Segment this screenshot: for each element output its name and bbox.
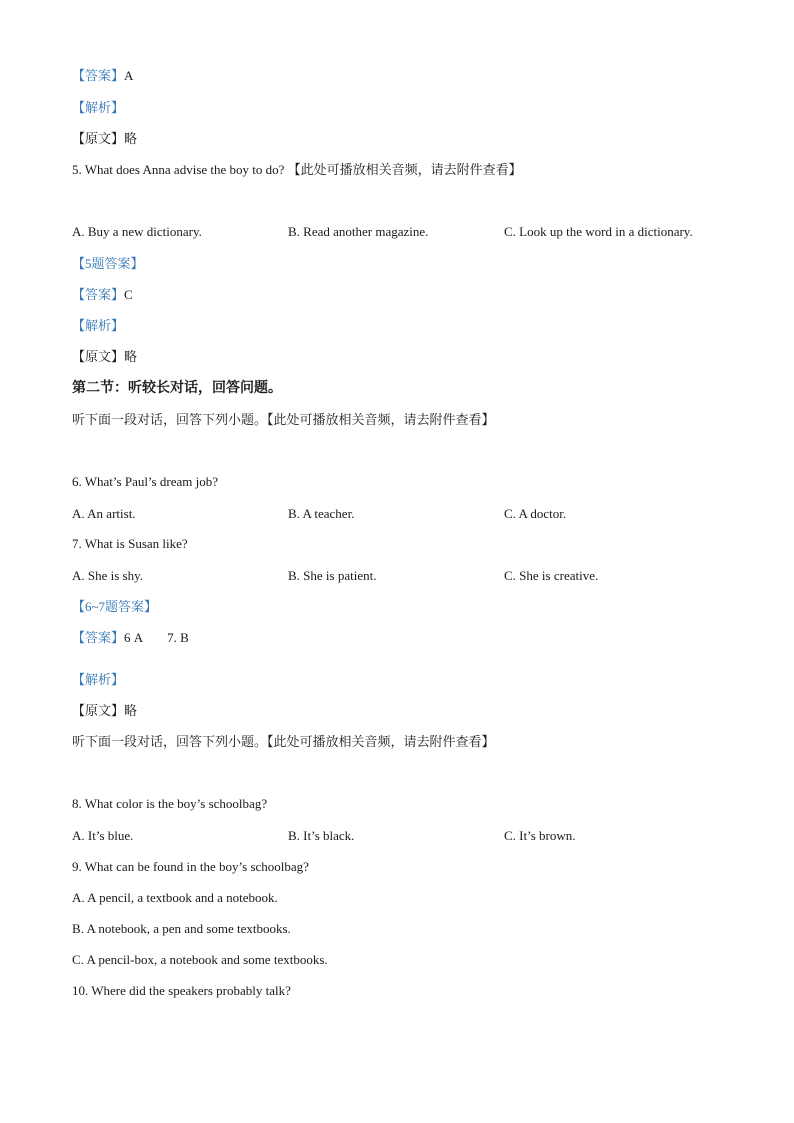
q6-7-original-line [72, 703, 137, 719]
q10-question: 10. Where did the speakers probably talk? [72, 983, 291, 998]
answer-tag: 【答案】 [72, 287, 125, 302]
audio-note[interactable]: 【此处可播放相关音频，请去附件查看】 [287, 162, 522, 177]
q6-question: 6. What’s Paul’s dream job? [72, 474, 218, 489]
answer-value: C [124, 287, 133, 302]
dialogue-instruction-1: 听下面一段对话，回答下列小题。【此处可播放相关音频，请去附件查看】 [72, 412, 495, 427]
q8-question: 8. What color is the boy’s schoolbag? [72, 796, 268, 811]
q5-answer-header: 【5题答案】 [72, 256, 144, 271]
answer-value-7: 7. B [167, 630, 189, 645]
option-b: B. She is patient. [288, 568, 377, 583]
option-c: C. It’s brown. [504, 828, 576, 843]
option-b: B. A teacher. [288, 506, 355, 521]
q6-7-answer-header: 【6~7题答案】 [72, 599, 158, 614]
option-b: B. It’s black. [288, 828, 355, 843]
q5-analysis-line [72, 318, 124, 334]
answer-tag: 【答案】 [72, 68, 125, 83]
answer-tag: 【答案】 [72, 630, 125, 645]
q4-original-line [72, 131, 137, 147]
original-value: 略 [124, 703, 138, 718]
q4-analysis-line [72, 100, 124, 116]
option-a: A. She is shy. [72, 568, 144, 583]
q7-question: 7. What is Susan like? [72, 536, 188, 551]
answer-value: A [124, 68, 134, 83]
q5-question [72, 162, 522, 178]
option-b: B. Read another magazine. [288, 224, 429, 239]
q4-answer-line [72, 68, 133, 84]
original-tag: 【原文】 [72, 349, 125, 364]
question-text: 5. What does Anna advise the boy to do? [72, 162, 285, 177]
q6-7-analysis-line [72, 672, 124, 688]
option-c: C. Look up the word in a dictionary. [504, 224, 693, 239]
original-tag: 【原文】 [72, 703, 125, 718]
q5-answer-line [72, 287, 133, 303]
q9-question: 9. What can be found in the boy’s schoolbag? [72, 859, 309, 874]
answer-value-6: 6 A [124, 630, 144, 645]
section-heading: 第二节：听较长对话，回答问题。 [72, 381, 282, 396]
original-tag: 【原文】 [72, 131, 125, 146]
q6-7-answer-line [72, 630, 189, 646]
option-a: A. It’s blue. [72, 828, 134, 843]
q9-option-b: B. A notebook, a pen and some textbooks. [72, 921, 291, 936]
option-c: C. She is creative. [504, 568, 599, 583]
q5-original-line [72, 349, 137, 365]
analysis-tag: 【解析】 [72, 672, 125, 687]
analysis-tag: 【解析】 [72, 318, 125, 333]
q9-option-c: C. A pencil-box, a notebook and some textbooks. [72, 952, 328, 967]
original-value: 略 [124, 349, 138, 364]
q9-option-a: A. A pencil, a textbook and a notebook. [72, 890, 278, 905]
original-value: 略 [124, 131, 138, 146]
option-a: A. An artist. [72, 506, 136, 521]
analysis-tag: 【解析】 [72, 100, 125, 115]
option-a: A. Buy a new dictionary. [72, 224, 202, 239]
option-c: C. A doctor. [504, 506, 567, 521]
dialogue-instruction-2: 听下面一段对话，回答下列小题。【此处可播放相关音频，请去附件查看】 [72, 734, 495, 749]
